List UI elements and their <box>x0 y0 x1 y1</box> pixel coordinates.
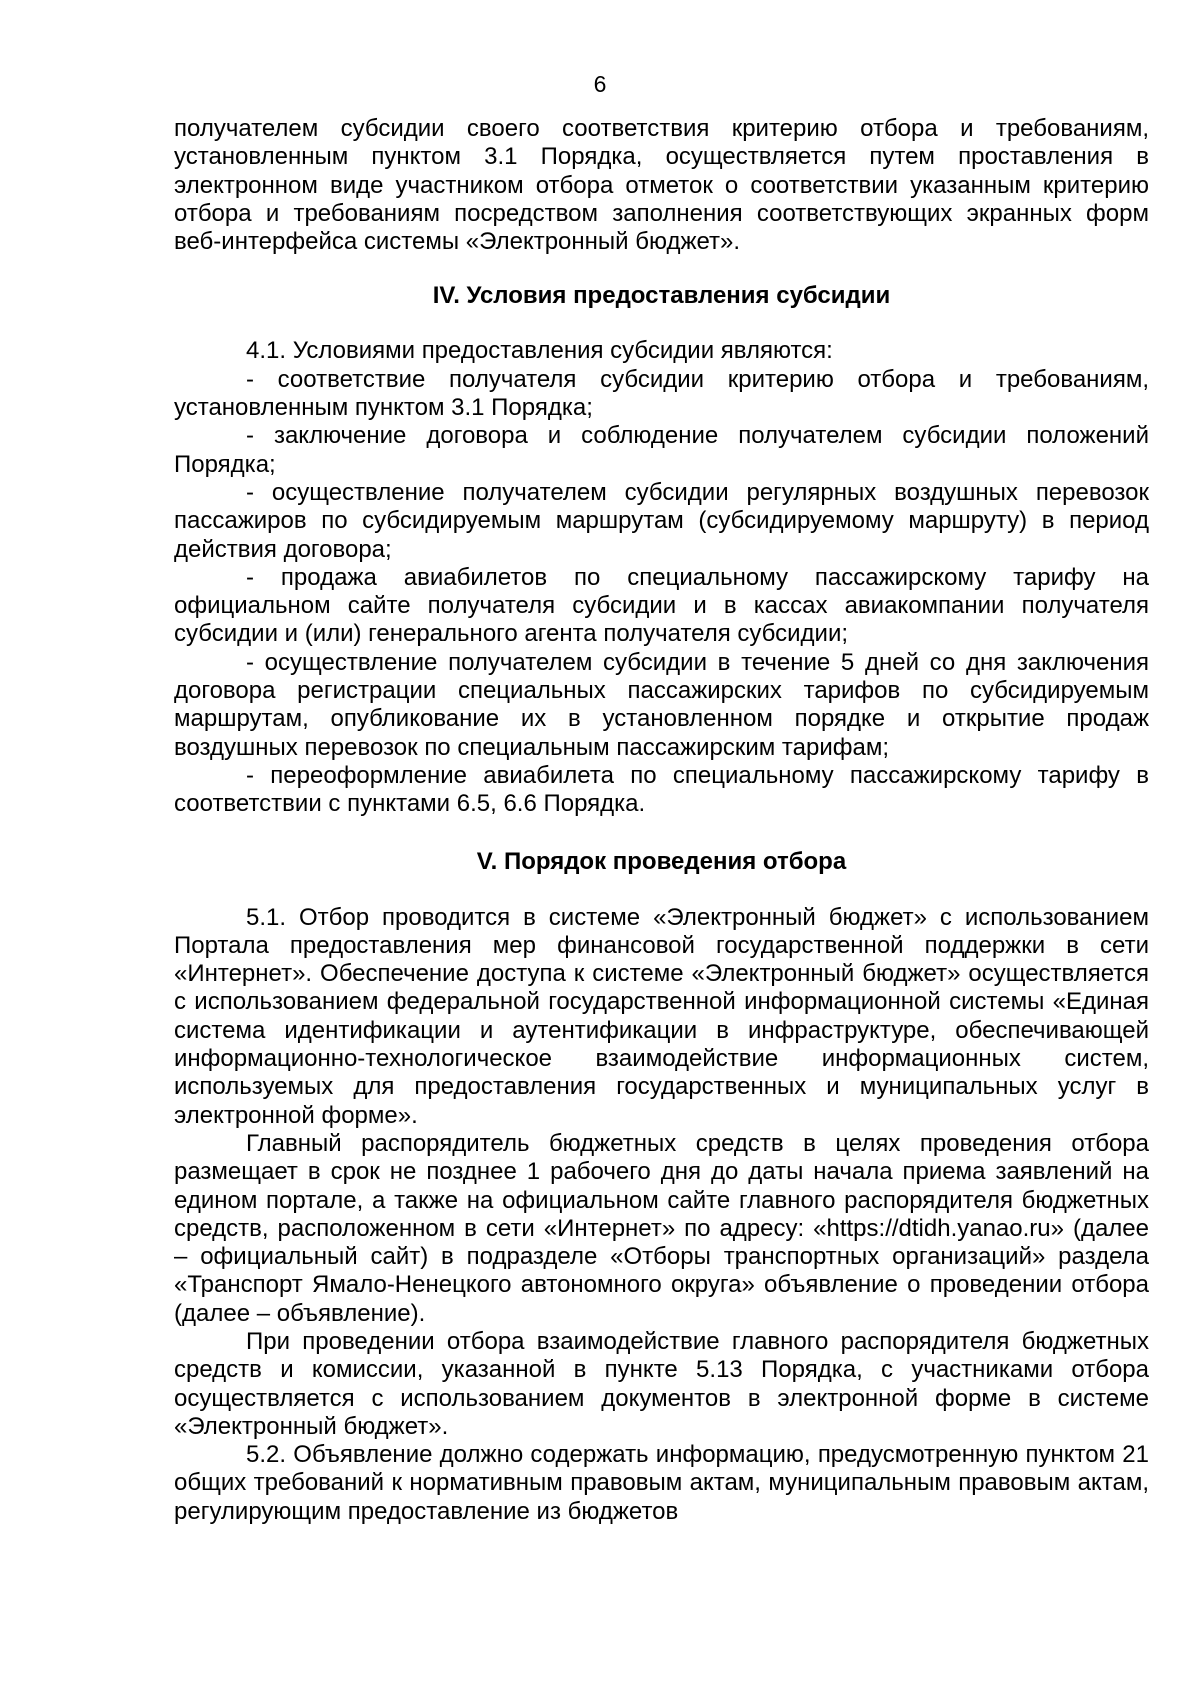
paragraph: получателем субсидии своего соответствия критерию отбора и требованиям, установленным пунктом 3.1 Порядка, осуществляется путем проставления в электронном виде участником отбора отметок о соответствии указанным критерию отбора и требованиям посредством заполнения соответствующих экранных форм веб-интерфейса системы «Электронный бюджет». <box>174 115 1149 256</box>
paragraph: При проведении отбора взаимодействие главного распорядителя бюджетных средств и комиссии, указанной в пункте 5.13 Порядка, с участниками отбора осуществляется с использованием документов в электронной форме в системе «Электронный бюджет». <box>174 1327 1149 1440</box>
paragraph: 5.1. Отбор проводится в системе «Электронный бюджет» с использованием Портала предоставления мер финансовой государственной поддержки в сети «Интернет». Обеспечение доступа к системе «Электронный бюджет» осуществляется с использованием федеральной государственной информационной системы «Единая система идентификации и аутентификации в инфраструктуре, обеспечивающей информационно-технологическое взаимодействие информационных систем, используемых для предоставления государственных и муниципальных услуг в электронной форме». <box>174 903 1149 1129</box>
paragraph: 4.1. Условиями предоставления субсидии являются: <box>246 337 833 365</box>
paragraph: Главный распорядитель бюджетных средств в целях проведения отбора размещает в срок не позднее 1 рабочего дня до даты начала приема заявлений на едином портале, а также на официальном сайте главного распорядителя бюджетных средств, расположенном в сети «Интернет» по адресу: «https://dtidh.yanao.ru» (далее – официальный сайт) в подразделе «Отборы транспортных организаций» раздела «Транспорт Ямало-Ненецкого автономного округа» объявление о проведении отбора (далее – объявление). <box>174 1129 1149 1327</box>
section-heading-v: V. Порядок проведения отбора <box>476 847 847 875</box>
list-item: - осуществление получателем субсидии в течение 5 дней со дня заключения договора регистрации специальных пассажирских тарифов по субсидируемым маршрутам, опубликование их в установленном порядке и открытие продаж воздушных перевозок по специальным пассажирским тарифам; <box>174 648 1149 761</box>
list-item: - продажа авиабилетов по специальному пассажирскому тарифу на официальном сайте получателя субсидии и в кассах авиакомпании получателя субсидии и (или) генерального агента получателя субсидии; <box>174 563 1149 648</box>
document-body <box>174 115 1149 1526</box>
paragraph: 5.2. Объявление должно содержать информацию, предусмотренную пунктом 21 общих требований к нормативным правовым актам, муниципальным правовым актам, регулирующим предоставление из бюджетов <box>174 1441 1149 1525</box>
list-item: - соответствие получателя субсидии критерию отбора и требованиям, установленным пунктом 3.1 Порядка; <box>174 365 1149 422</box>
list-item: - осуществление получателем субсидии регулярных воздушных перевозок пассажиров по субсидируемым маршрутам (субсидируемому маршруту) в период действия договора; <box>174 478 1149 563</box>
page-number: 6 <box>593 71 607 97</box>
list-item: - переоформление авиабилета по специальному пассажирскому тарифу в соответствии с пунктами 6.5, 6.6 Порядка. <box>174 761 1149 818</box>
section-heading-iv: IV. Условия предоставления субсидии <box>432 282 891 310</box>
list-item: - заключение договора и соблюдение получателем субсидии положений Порядка; <box>174 422 1149 478</box>
